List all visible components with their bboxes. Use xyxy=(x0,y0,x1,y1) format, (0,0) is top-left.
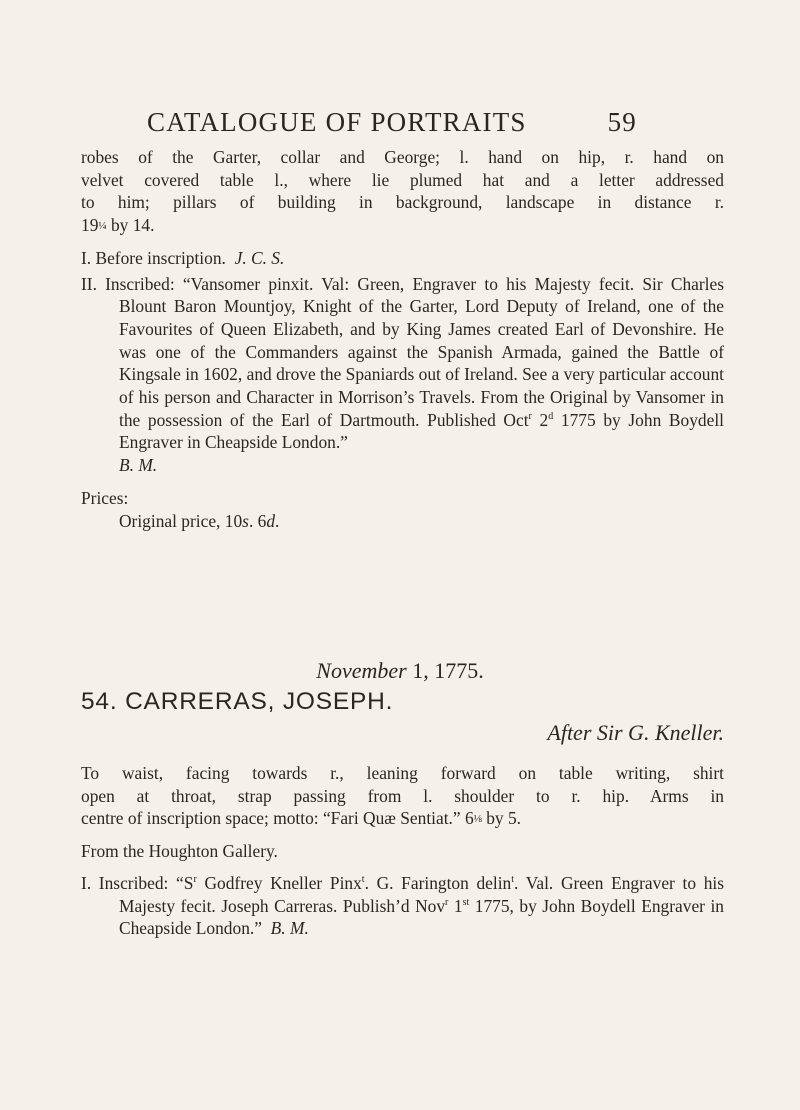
description-line: to him; pillars of building in background, landscape in distance r. xyxy=(81,192,724,213)
source-bm: B. M. xyxy=(119,455,158,476)
state-2: II. Inscribed: “Vansomer pinxit. Val: Green, Engraver to his Majesty fecit. Sir Charles Blount Baron Mountjoy, Knight of the Garter, Lord Deputy of Ireland, one of the Favourites of Queen Elizabeth, and by King James created Earl of Devonshire. He was one of the Commanders against the Spanish Armada, gained the Battle of Kingsale in 1602, and drove the Spaniards out of Ireland. See a very particular account of his person and Character in Morrison’s Travels. From the Original by Vansomer in the possession of the Earl of Dartmouth. Published Oct$^r$ 2$^d$ 1775 by John Boydell Engraver in Cheapside London.” B. M. xyxy=(81,273,724,476)
description-line: open at throat, strap passing from l. shoulder to r. hip. Arms in xyxy=(81,785,724,806)
page-number: 59 xyxy=(607,107,637,137)
source-bm: B. M. xyxy=(270,918,309,939)
entry-heading: 54. CARRERAS, JOSEPH. xyxy=(81,688,394,715)
description-line: velvet covered table l., where lie plumed hat and a letter addressed xyxy=(81,169,724,190)
description-line: robes of the Garter, collar and George; l. hand on hip, r. hand on xyxy=(81,147,724,167)
provenance: From the Houghton Gallery. xyxy=(81,841,278,862)
page-title: CATALOGUE OF PORTRAITS xyxy=(147,107,527,137)
description-line: To waist, facing towards r., leaning forward on table writing, shirt xyxy=(81,763,724,783)
prices-label: Prices: xyxy=(81,487,129,508)
running-header xyxy=(147,107,637,138)
original-price: Original price, 10s. 6d. xyxy=(119,510,280,531)
entry-54-body xyxy=(81,762,724,940)
initials: J. C. S. xyxy=(234,247,285,268)
artist-attribution: After Sir G. Kneller. xyxy=(547,720,724,745)
state-1: I. Inscribed: “$S^r$ Godfrey Kneller Pinx$^t$. G. Farington delin$^t$. Val. Green Engraver to his Majesty fecit. Joseph Carreras. Publish’d Nov$^r$ 1st 1775, by John Boydell Engraver in Cheapside London.” B. M. xyxy=(81,872,725,939)
description-line: centre of inscription space; motto: “Fari Quæ Sentiat.” 6⅛ by 5. xyxy=(81,808,522,829)
state-1: I. Before inscription. J. C. S. xyxy=(81,247,285,268)
dimensions: 19¼ by 14. xyxy=(81,215,155,236)
entry-53-continuation xyxy=(81,146,724,532)
entry-date: November 1, 1775. xyxy=(316,658,484,683)
